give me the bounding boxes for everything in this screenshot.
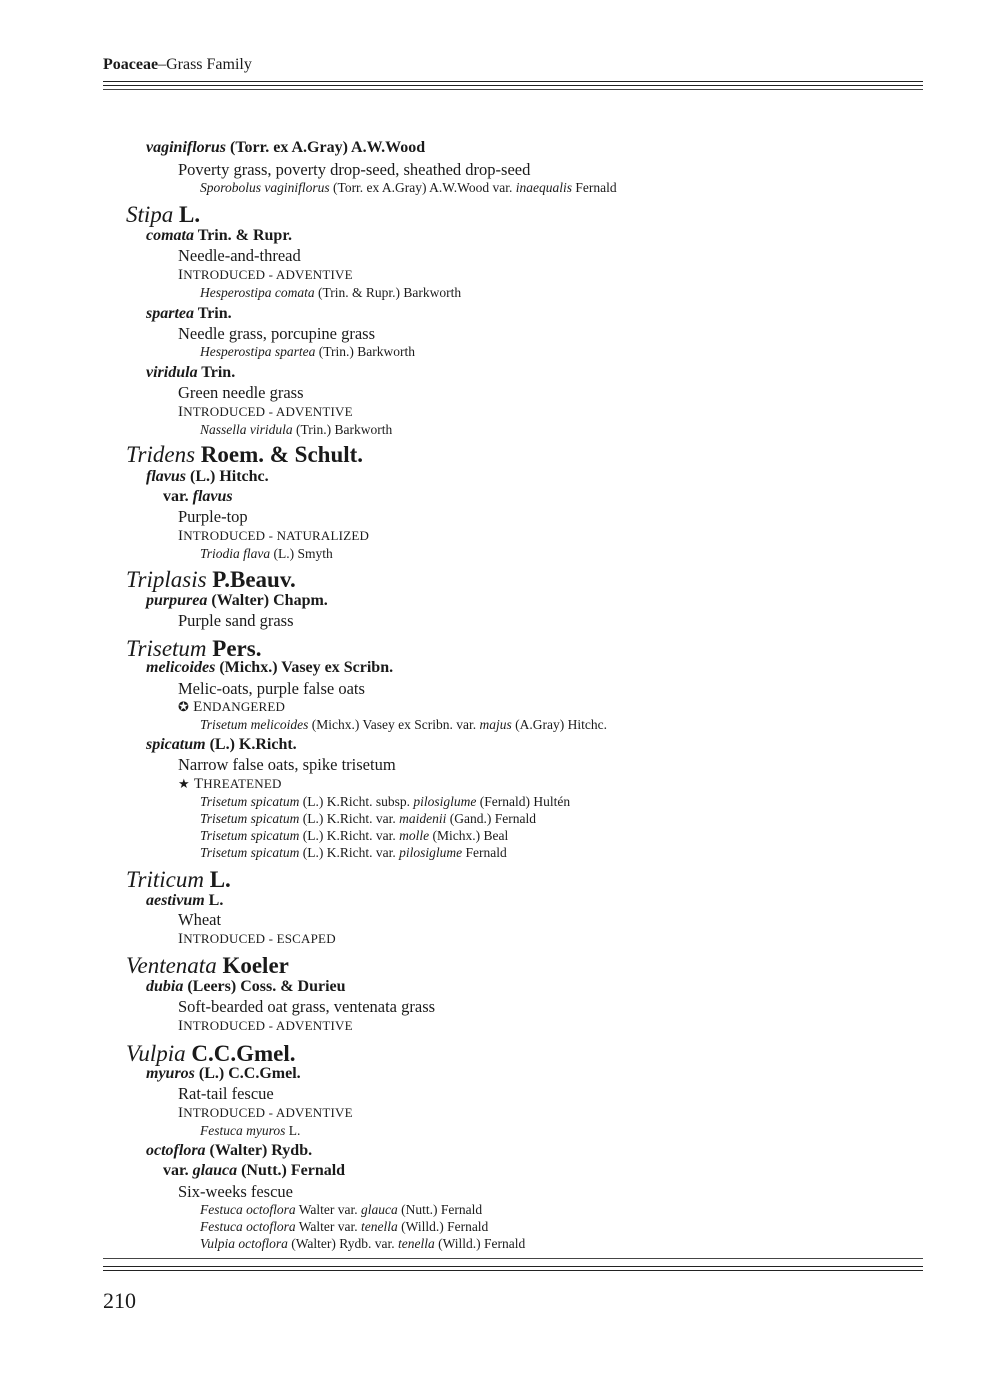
common-name: Soft-bearded oat grass, ventenata grass (178, 997, 436, 1016)
synonym: Nassella viridula (Trin.) Barkworth (200, 422, 393, 437)
synonym: Trisetum spicatum (L.) K.Richt. var. pilosiglume Fernald (200, 845, 507, 860)
common-name: Needle grass, porcupine grass (178, 324, 376, 343)
genus-heading: Trisetum Pers. (126, 636, 262, 661)
common-name: Green needle grass (178, 383, 304, 402)
status-label: INTRODUCED - ADVENTIVE (178, 267, 353, 283)
common-name: Melic-oats, purple false oats (178, 679, 365, 698)
species-entry: spartea Trin. (146, 305, 232, 322)
running-header (103, 56, 252, 74)
header-family-bold: Poaceae (103, 56, 159, 73)
synonym: Hesperostipa comata (Trin. & Rupr.) Barkworth (200, 285, 462, 300)
synonym: Trisetum spicatum (L.) K.Richt. var. maidenii (Gand.) Fernald (200, 811, 536, 826)
synonym: Festuca octoflora Walter var. tenella (Willd.) Fernald (200, 1219, 489, 1234)
status-label: INTRODUCED - ADVENTIVE (178, 404, 353, 420)
genus-heading: Triplasis P.Beauv. (126, 567, 296, 592)
species-entry: comata Trin. & Rupr. (146, 227, 292, 244)
status-label: INTRODUCED - ADVENTIVE (178, 1018, 353, 1034)
synonym: Trisetum melicoides (Michx.) Vasey ex Scribn. var. majus (A.Gray) Hitchc. (200, 717, 607, 732)
header-family-rest: –Grass Family (158, 56, 252, 73)
genus-heading: Vulpia C.C.Gmel. (126, 1041, 296, 1066)
genus-heading: Triticum L. (126, 867, 231, 892)
species-entry: flavus (L.) Hitchc. (146, 468, 269, 485)
species-entry: octoflora (Walter) Rydb. (146, 1142, 313, 1159)
genus-heading: Tridens Roem. & Schult. (126, 442, 364, 467)
footer-rule (103, 1266, 923, 1271)
common-name: Rat-tail fescue (178, 1084, 274, 1103)
genus-heading: Stipa L. (126, 202, 201, 227)
synonym: Triodia flava (L.) Smyth (200, 546, 333, 561)
common-name: Purple sand grass (178, 611, 294, 630)
footer-rule-thin (103, 1258, 923, 1259)
header-rule-thin (103, 89, 923, 90)
variety-entry: var. flavus (163, 488, 233, 505)
common-name: Needle-and-thread (178, 246, 301, 265)
synonym: Vulpia octoflora (Walter) Rydb. var. tenella (Willd.) Fernald (200, 1236, 526, 1251)
threatened-icon: ★ (178, 776, 190, 791)
common-name: Purple-top (178, 507, 248, 526)
status-label: ✪ ENDANGERED (178, 699, 286, 715)
variety-entry: var. glauca (Nutt.) Fernald (163, 1162, 346, 1179)
status-label: INTRODUCED - ADVENTIVE (178, 1105, 353, 1121)
synonym: Hesperostipa spartea (Trin.) Barkworth (200, 344, 415, 359)
synonym: Trisetum spicatum (L.) K.Richt. subsp. pilosiglume (Fernald) Hultén (200, 794, 571, 809)
status-label: INTRODUCED - NATURALIZED (178, 528, 370, 544)
status-label: INTRODUCED - ESCAPED (178, 931, 336, 947)
common-name: Six-weeks fescue (178, 1182, 294, 1201)
synonym: Festuca octoflora Walter var. glauca (Nutt.) Fernald (200, 1202, 483, 1217)
endangered-icon: ✪ (178, 699, 190, 714)
common-name: Wheat (178, 910, 222, 929)
species-entry: viridula Trin. (146, 364, 236, 381)
synonym: Festuca myuros L. (200, 1123, 301, 1138)
species-entry: myuros (L.) C.C.Gmel. (146, 1065, 301, 1082)
synonym: Trisetum spicatum (L.) K.Richt. var. molle (Michx.) Beal (200, 828, 509, 843)
page-number: 210 (103, 1288, 136, 1313)
header-rule (103, 81, 923, 86)
status-label: ★ THREATENED (178, 776, 282, 792)
species-entry: vaginiflorus (Torr. ex A.Gray) A.W.Wood (146, 139, 426, 156)
species-entry: dubia (Leers) Coss. & Durieu (146, 978, 346, 995)
species-entry: purpurea (Walter) Chapm. (146, 592, 328, 609)
synonym: Sporobolus vaginiflorus (Torr. ex A.Gray) A.W.Wood var. inaequalis Fernald (200, 180, 617, 195)
species-entry: spicatum (L.) K.Richt. (146, 736, 297, 753)
common-name: Poverty grass, poverty drop-seed, sheathed drop-seed (178, 160, 531, 179)
common-name: Narrow false oats, spike trisetum (178, 755, 396, 774)
species-entry: melicoides (Michx.) Vasey ex Scribn. (146, 659, 394, 676)
species-entry: aestivum L. (146, 892, 224, 909)
genus-heading: Ventenata Koeler (126, 953, 289, 978)
